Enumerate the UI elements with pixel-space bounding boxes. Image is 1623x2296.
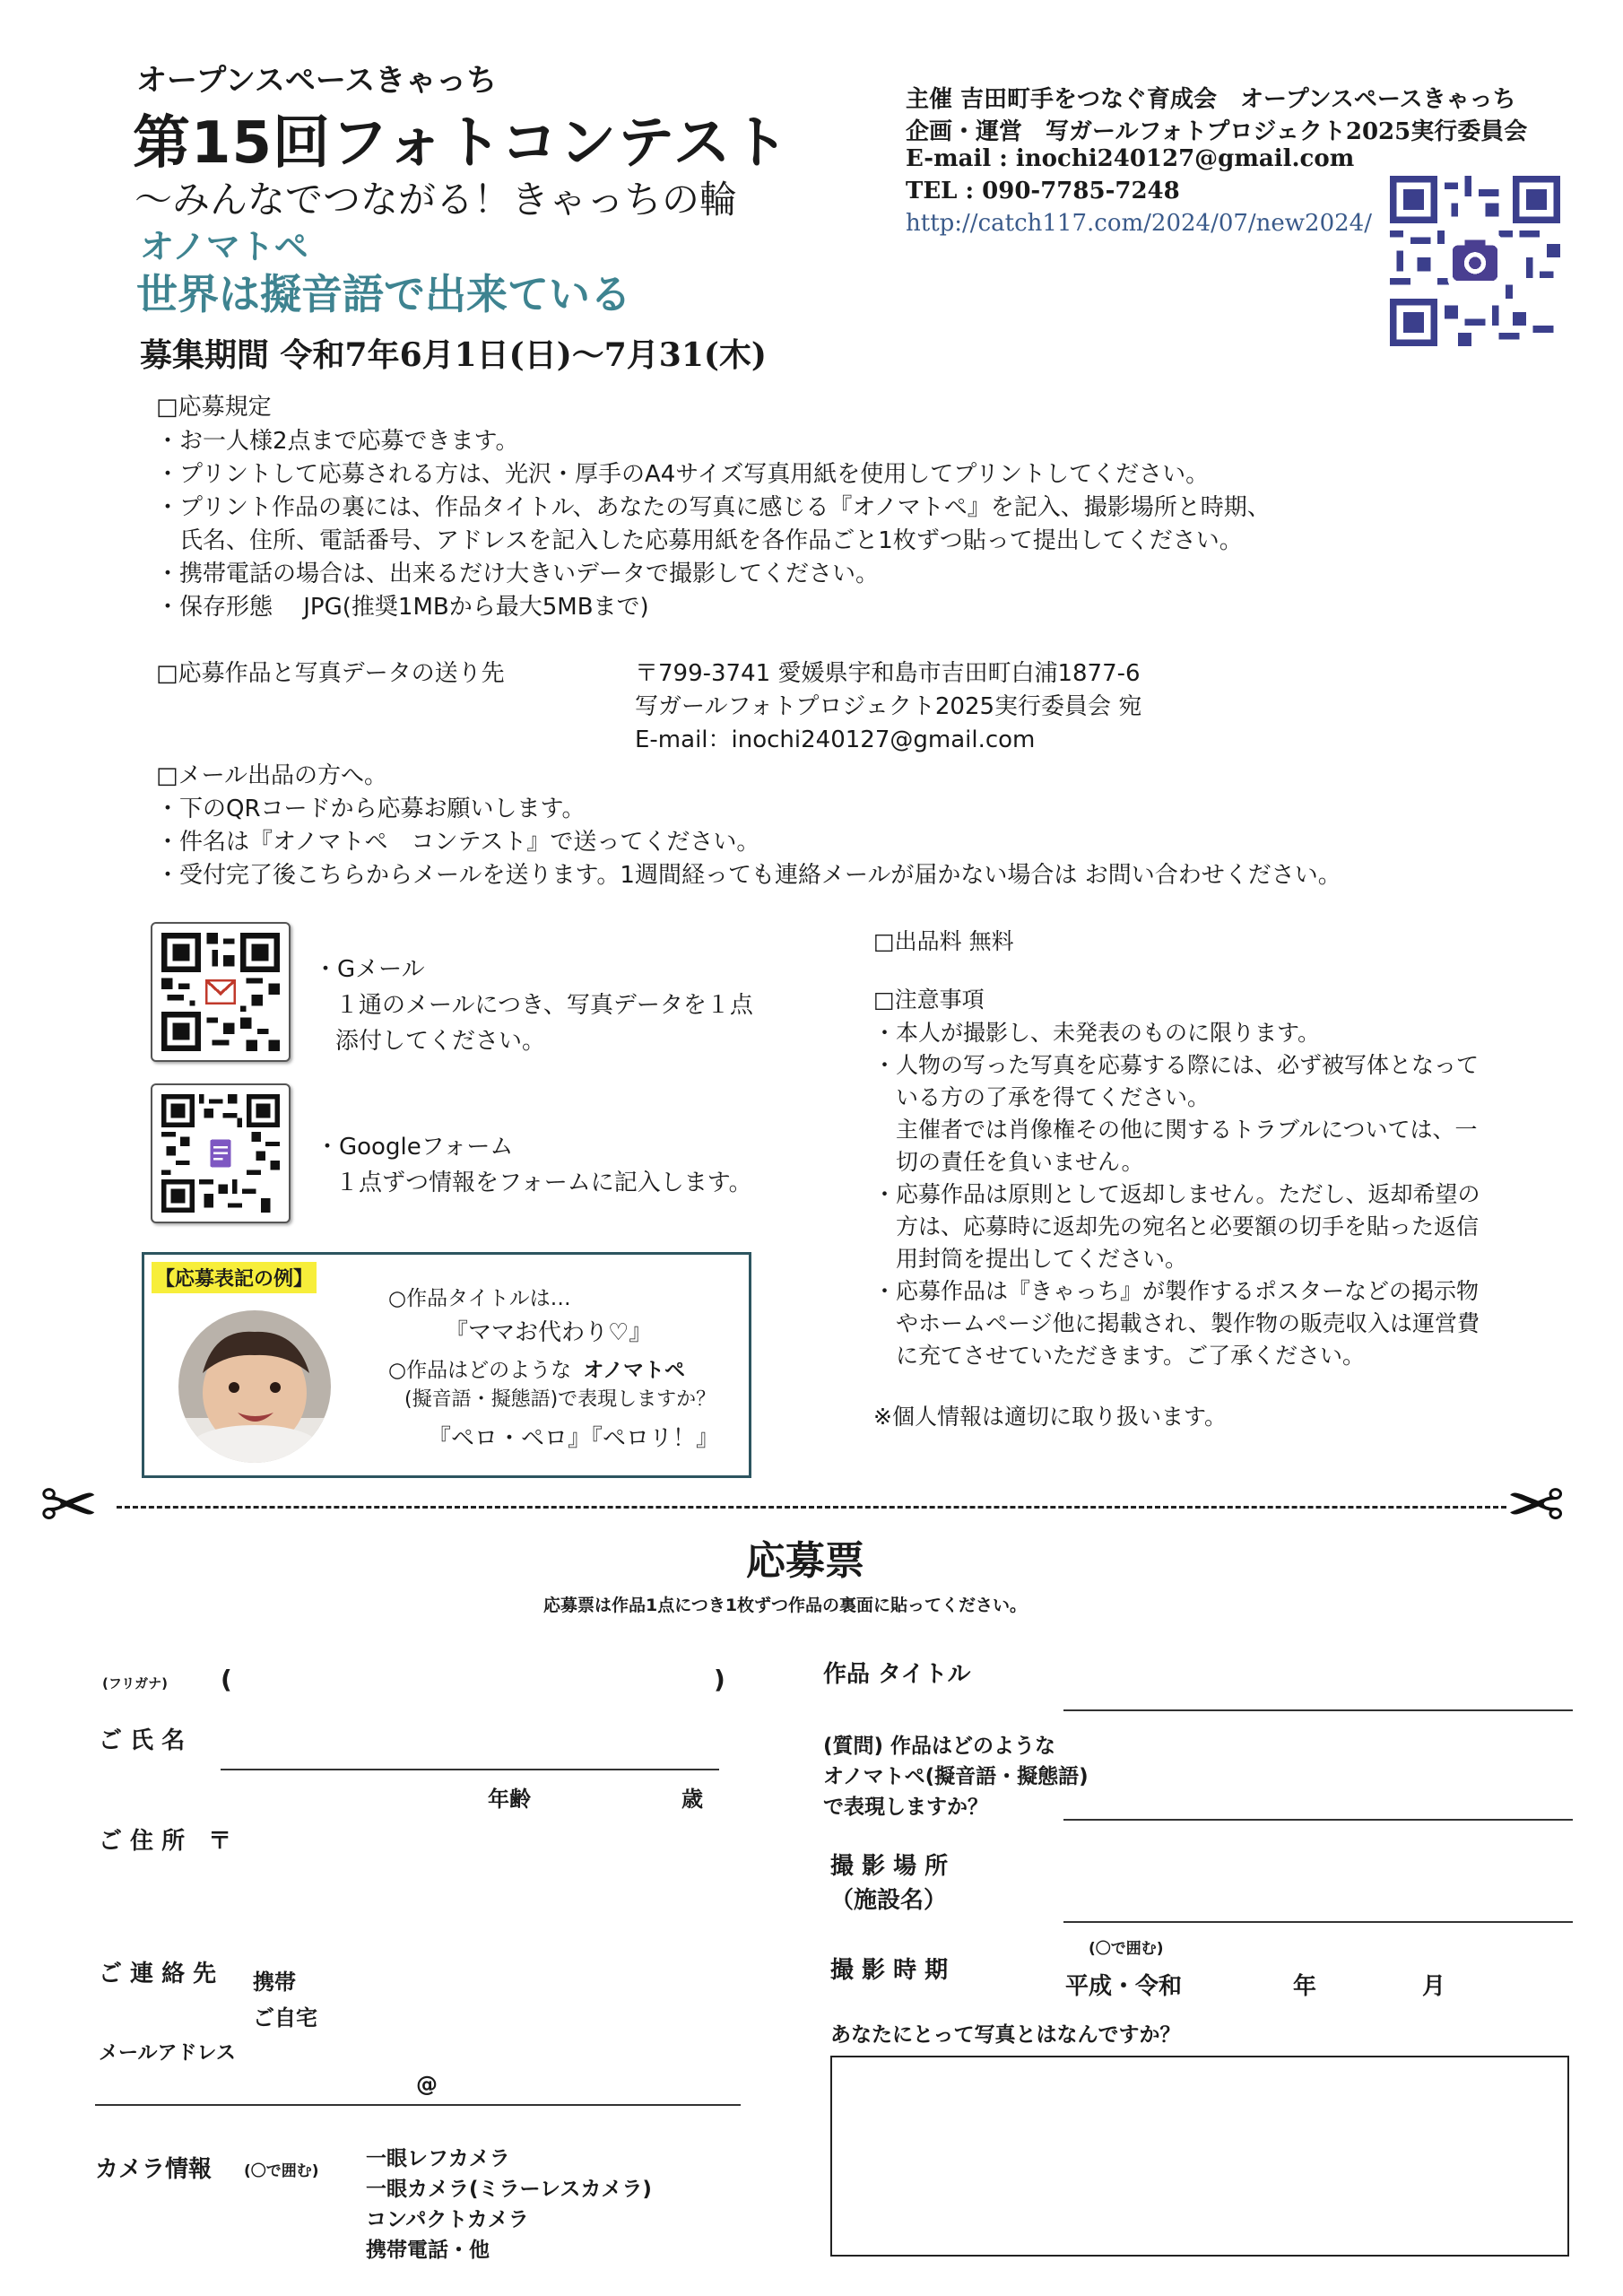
website-qr-code[interactable] [1390,176,1560,346]
location-sub-label: （施設名） [830,1887,948,1914]
example-question-line2: (擬音語・擬態語)で表現しますか？ [404,1388,716,1411]
camera-circle-note: (〇で囲む) [244,2162,319,2180]
example-question-prefix: ○作品はどのような [388,1359,572,1382]
entry-example-box [142,1252,751,1478]
notes-item: ・人物の写った写真を応募する際には、必ず被写体となって [873,1052,1480,1078]
notes-item: 切の責任を負いません。 [873,1149,1144,1175]
mail-entry-item: ・件名は『オノマトペ コンテスト』で送ってください。 [156,829,760,856]
notes-item: やホームページ他に掲載され、製作物の販売収入は運営費 [873,1310,1480,1336]
send-to-email: E-mail：inochi240127@gmail.com [635,726,1036,753]
website-link[interactable]: http://catch117.com/2024/07/new2024/ [906,210,1372,237]
entry-period: 募集期間 令和7年6月1日(日)〜7月31(木) [140,336,767,374]
email-field[interactable] [95,2104,741,2106]
photo-question-label: あなたにとって写真とはなんですか？ [830,2023,1181,2047]
notes-item: いる方の了承を得てください。 [873,1084,1211,1110]
month-label: 月 [1422,1973,1446,2000]
notes-item: ・応募作品は原則として返却しません。ただし、返却希望の [873,1181,1480,1207]
photo-answer-box[interactable] [830,2056,1569,2257]
organizer-line: 主催 吉田町手をつなぐ育成会 オープンスペースきゃっち [906,86,1516,113]
camera-label: カメラ情報 [95,2156,213,2183]
rules-item: ・携帯電話の場合は、出来るだけ大きいデータで撮影してください。 [156,561,880,587]
contest-title: 第15回フォトコンテスト [133,110,790,177]
example-answer-title: 『ママお代わり♡』 [445,1319,653,1346]
address-label: ご 住 所 〒 [99,1828,232,1855]
furigana-label: (フリガナ) [102,1675,168,1692]
header-tel: TEL : 090-7785-7248 [906,178,1180,204]
send-to-recipient: 写ガールフォトプロジェクト2025実行委員会 宛 [635,693,1142,720]
location-label: 撮 影 場 所 [830,1853,949,1880]
notes-item: に充てさせていただきます。ご了承ください。 [873,1343,1366,1369]
location-field[interactable] [1063,1921,1573,1923]
organization-name: オープンスペースきゃっち [136,63,498,99]
year-label: 年 [1293,1973,1317,2000]
google-form-qr-code[interactable] [151,1083,291,1223]
question-label: で表現しますか？ [823,1796,988,1819]
gmail-option-label: ・Gメール [314,956,425,983]
example-question-keyword: オノマトペ [583,1359,686,1382]
question-label: (質問) 作品はどのような [823,1735,1056,1758]
privacy-note: ※個人情報は適切に取り扱います。 [873,1404,1227,1430]
notes-item: 方は、応募時に返却先の宛名と必要額の切手を貼った返信 [873,1213,1480,1239]
onomatopoeia-field[interactable] [1063,1819,1573,1821]
notes-item: ・応募作品は『きゃっち』が製作するポスターなどの掲示物 [873,1278,1480,1304]
rules-item: ・保存形態 JPG(推奨1MBから最大5MBまで) [156,594,649,621]
example-answer-onomatopoeia: 『ペロ・ペロ』『ペロリ！』 [428,1425,720,1452]
age-unit: 歳 [681,1787,703,1812]
work-title-field[interactable] [1063,1709,1573,1711]
email-at-sign: @ [416,2072,438,2097]
camera-option[interactable]: 一眼カメラ(ミラーレスカメラ) [366,2178,652,2201]
mail-entry-item: ・下のQRコードから応募お願いします。 [156,796,586,822]
camera-option[interactable]: コンパクトカメラ [366,2208,529,2231]
example-child-photo [178,1310,331,1463]
theme-label: オノマトペ [140,227,308,266]
google-form-option-label: ・Googleフォーム [316,1134,514,1161]
gmail-option-line: １通のメールにつき、写真データを１点 [335,992,753,1019]
notes-item: 用封筒を提出してください。 [873,1246,1188,1272]
age-label: 年齢 [488,1787,531,1812]
camera-option[interactable]: 一眼レフカメラ [366,2147,510,2170]
home-label: ご自宅 [253,2005,317,2031]
contest-subtitle: 〜みんなでつながる！きゃっちの輪 [135,178,738,222]
contact-label: ご 連 絡 先 [99,1961,217,1987]
notes-heading: □注意事項 [873,987,985,1013]
notes-item: 主催者では肖像権その他に関するトラブルについては、一 [873,1117,1478,1143]
furigana-paren-close: ) [714,1665,725,1694]
email-label: メールアドレス [99,2042,236,2065]
planner-line: 企画・運営 写ガールフォトプロジェクト2025実行委員会 [906,118,1528,145]
send-to-address: 〒799-3741 愛媛県宇和島市吉田町白浦1877-6 [635,660,1141,687]
header-email: E-mail : inochi240127@gmail.com [906,145,1355,172]
name-field[interactable] [221,1769,719,1770]
question-label: オノマトペ(擬音語・擬態語) [823,1765,1089,1788]
example-tag: 【応募表記の例】 [152,1262,317,1293]
gmail-option-line: 添付してください。 [335,1028,546,1055]
cut-line-divider [117,1506,1506,1509]
furigana-paren-open: ( [221,1665,232,1694]
shooting-period-label: 撮 影 時 期 [830,1957,949,1984]
work-title-label: 作品 タイトル [823,1661,971,1688]
scissors-left-icon: ✂ [39,1465,99,1546]
camera-option[interactable]: 携帯電話・他 [366,2239,490,2262]
example-question-title: ○作品タイトルは… [388,1287,571,1310]
rules-item: 氏名、住所、電話番号、アドレスを記入した応募用紙を各作品ごと1枚ずつ貼って提出してください。 [156,527,1243,554]
google-form-option-line: １点ずつ情報をフォームに記入します。 [335,1170,752,1196]
fee-heading: □出品料 無料 [873,928,1014,954]
name-label: ご 氏 名 [99,1727,186,1754]
theme-title: 世界は擬音語で出来ている [136,270,631,318]
notes-item: ・本人が撮影し、未発表のものに限ります。 [873,1020,1321,1046]
gmail-qr-code[interactable] [151,922,291,1062]
scissors-right-icon: ✂ [1506,1465,1566,1546]
mail-entry-item: ・受付完了後こちらからメールを送ります。1週間経っても連絡メールが届かない場合は お問い合わせください。 [156,862,1341,889]
form-title: 応募票 [746,1538,864,1584]
form-instruction: 応募票は作品1点につき1枚ずつ作品の裏面に貼ってください。 [543,1596,1028,1615]
rules-item: ・お一人様2点まで応募できます。 [156,428,519,455]
rules-heading: □応募規定 [156,394,272,421]
era-options[interactable]: 平成・令和 [1065,1973,1183,2000]
mail-entry-heading: □メール出品の方へ。 [156,762,388,789]
period-circle-note: (〇で囲む) [1089,1940,1164,1958]
example-question-onomatopoeia [388,1353,685,1383]
rules-item: ・プリントして応募される方は、光沢・厚手のA4サイズ写真用紙を使用してプリントしてください。 [156,461,1210,488]
send-to-heading: □応募作品と写真データの送り先 [156,660,505,687]
mobile-label: 携帯 [253,1970,296,1995]
rules-item: ・プリント作品の裏には、作品タイトル、あなたの写真に感じる『オノマトペ』を記入、撮影場所と時期、 [156,494,1271,521]
